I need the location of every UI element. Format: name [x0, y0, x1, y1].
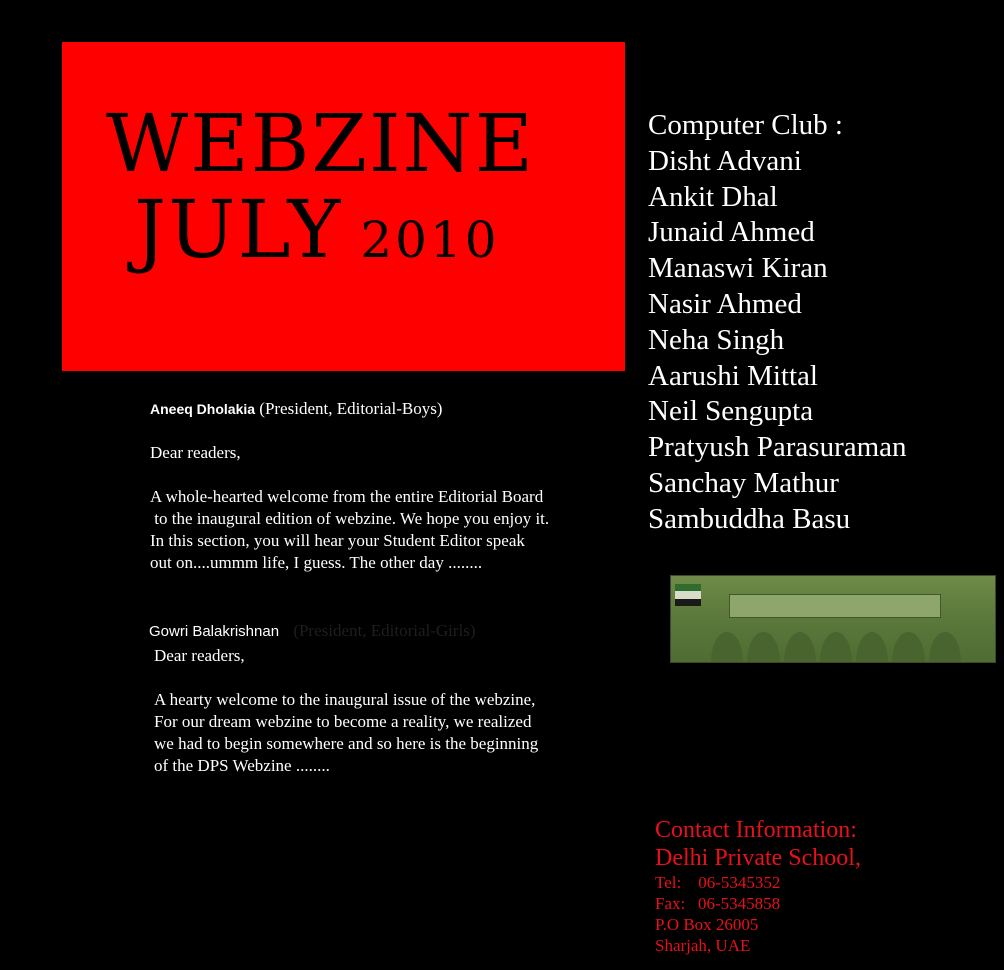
member-name: Neil Sengupta — [648, 395, 814, 428]
letter-heading — [149, 620, 629, 643]
banner-title: WEBZINE — [106, 97, 535, 190]
member-name: Neha Singh — [648, 323, 785, 356]
member-name: Junaid Ahmed — [648, 216, 815, 249]
computer-club-title: Computer Club : — [648, 109, 843, 141]
building-arches — [711, 632, 961, 662]
contact-pobox: P.O Box 26005 — [655, 915, 759, 934]
school-name: Delhi Private School, — [655, 845, 861, 871]
school-building-photo — [670, 575, 996, 663]
member-name: Aarushi Mittal — [648, 359, 818, 392]
letter-body — [149, 689, 629, 777]
letter-girls-editor — [149, 620, 629, 777]
member-name: Ankit Dhal — [648, 180, 778, 213]
flag-icon — [675, 584, 701, 606]
contact-city: Sharjah, UAE — [655, 936, 751, 955]
letter-line: we had to begin somewhere and so here is the beginning — [154, 734, 539, 753]
author-name: Gowri Balakrishnan — [149, 623, 280, 640]
member-name: Sanchay Mathur — [648, 466, 839, 499]
letter-greeting: Dear readers, — [150, 443, 241, 462]
author-role: (President, Editorial-Girls) — [293, 621, 476, 640]
school-sign — [729, 594, 941, 618]
letter-line: of the DPS Webzine ........ — [154, 756, 330, 775]
letter-line: A hearty welcome to the inaugural issue of the webzine, — [154, 690, 536, 709]
member-name: Pratyush Parasuraman — [648, 431, 907, 464]
banner-year: 2010 — [360, 211, 500, 269]
member-name: Manaswi Kiran — [648, 252, 828, 285]
banner-date — [134, 183, 500, 276]
banner-month: JULY — [134, 183, 343, 276]
letter-greeting: Dear readers, — [154, 646, 245, 665]
computer-club-list — [648, 108, 998, 538]
letter-line: out on....ummm life, I guess. The other day ........ — [150, 553, 483, 572]
letter-line: A whole-hearted welcome from the entire Editorial Board — [150, 487, 544, 506]
author-name: Aneeq Dholakia — [150, 401, 256, 417]
webzine-banner — [62, 42, 625, 371]
letter-line: For our dream webzine to become a reality, we realized — [154, 712, 532, 731]
letter-boys-editor — [150, 398, 630, 574]
letter-heading — [150, 398, 630, 420]
letter-line: to the inaugural edition of webzine. We hope you enjoy it. — [150, 509, 550, 528]
letter-line: In this section, you will hear your Student Editor speak — [150, 531, 525, 550]
author-role: (President, Editorial-Boys) — [259, 399, 443, 418]
contact-fax: Fax: 06-5345858 — [655, 894, 781, 913]
letter-body — [150, 486, 630, 574]
contact-tel: Tel: 06-5345352 — [655, 873, 781, 892]
member-name: Disht Advani — [648, 144, 802, 177]
member-name: Nasir Ahmed — [648, 287, 802, 320]
contact-heading: Contact Information: — [655, 817, 857, 843]
member-name: Sambuddha Basu — [648, 502, 851, 535]
contact-information — [655, 816, 995, 956]
